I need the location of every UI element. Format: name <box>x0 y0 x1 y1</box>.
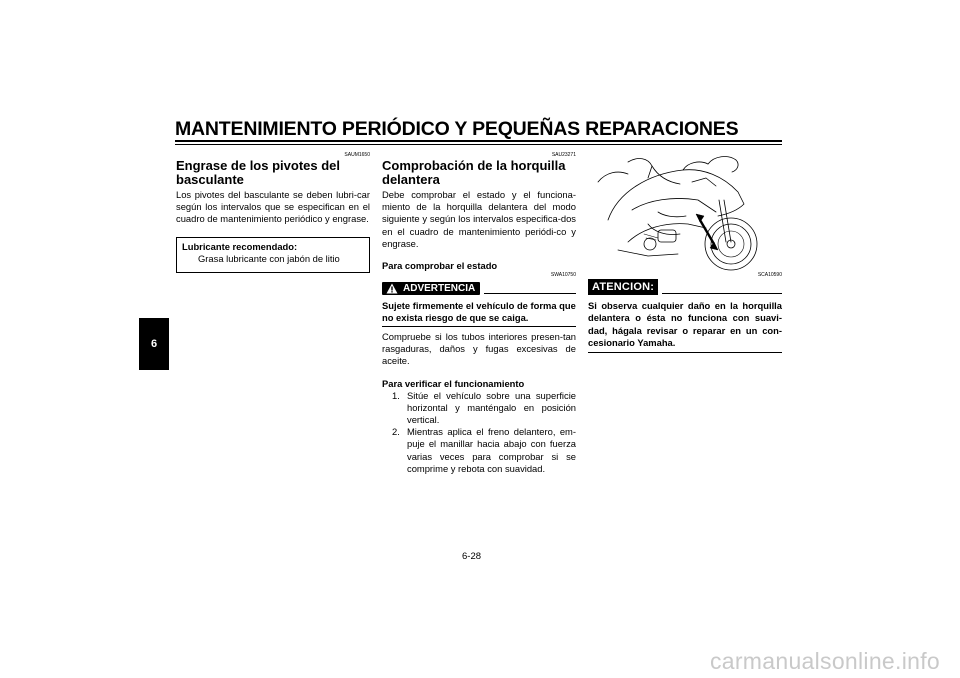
caution-rule <box>662 293 782 294</box>
warning-label: ADVERTENCIA <box>403 283 476 295</box>
section-code: SAU23271 <box>551 152 576 158</box>
section-heading-swingarm: Engrase de los pivotes del basculante <box>176 158 340 187</box>
lubricant-box-value: Grasa lubricante con jabón de litio <box>198 252 340 264</box>
column-illustration-caution <box>588 152 782 353</box>
steps-list <box>382 390 576 475</box>
section-heading-fork: Comprobación de la horquilla delantera <box>382 158 566 187</box>
lubricant-box-title: Lubricante recomendado: <box>182 240 298 252</box>
motorcycle-fork-illustration <box>588 152 782 272</box>
warning-header <box>382 282 576 295</box>
watermark: carmanualsonline.info <box>709 648 940 674</box>
subhead-check-state: Para comprobar el estado <box>382 260 498 272</box>
warning-code: SWA10750 <box>550 272 576 279</box>
section-body-swingarm: Los pivotes del basculante se deben lubri-car según los intervalos que se especifican en el cuadro de mantenimiento periódico y engrase. <box>176 189 370 225</box>
column-swingarm <box>176 152 370 273</box>
chapter-tab: 6 <box>139 318 169 370</box>
page-title: MANTENIMIENTO PERIÓDICO Y PEQUEÑAS REPARACIONES <box>175 118 739 140</box>
section-code: SAUM1650 <box>344 152 370 158</box>
list-item: 2. Mientras aplica el freno delantero, em-puje el manillar hacia abajo con fuerza varias veces para comprobar si se comprime y rebota con suavidad. <box>392 426 576 474</box>
motorcycle-icon <box>588 152 782 272</box>
warning-triangle-icon <box>386 283 398 294</box>
caution-code: SCA10590 <box>757 272 782 278</box>
warning-badge <box>382 282 480 295</box>
caution-text: Si observa cualquier daño en la horquilla delantera o ésta no funciona con suavi-dad, hágala revisar o reparar en un con-cesionario Yamaha. <box>588 300 782 348</box>
list-item: 1. Sitúe el vehículo sobre una superficie horizontal y manténgalo en posición vertical. <box>392 389 576 426</box>
warning-rule <box>484 293 576 294</box>
caution-header <box>588 279 782 295</box>
caution-badge: ATENCION: <box>588 279 658 295</box>
title-rule <box>175 140 782 142</box>
title-rule-thin <box>175 144 782 145</box>
subhead-check-function: Para verificar el funcionamiento <box>382 377 525 389</box>
lubricant-box <box>176 237 370 273</box>
warning-end-rule <box>382 326 576 327</box>
page-number: 6-28 <box>462 551 482 562</box>
caution-end-rule <box>588 352 782 353</box>
warning-text: Sujete firmemente el vehículo de forma que no exista riesgo de que se caiga. <box>382 300 576 324</box>
section-body-fork: Debe comprobar el estado y el funciona-miento de la horquilla delantera del modo siguiente y según los intervalos especifica-dos en el cuadro de mantenimiento periódi-co y engrase. <box>382 189 576 249</box>
column-front-fork <box>382 152 576 475</box>
state-body: Compruebe si los tubos interiores presen-tan rasgaduras, daños y fugas excesivas de aceite. <box>382 331 576 367</box>
